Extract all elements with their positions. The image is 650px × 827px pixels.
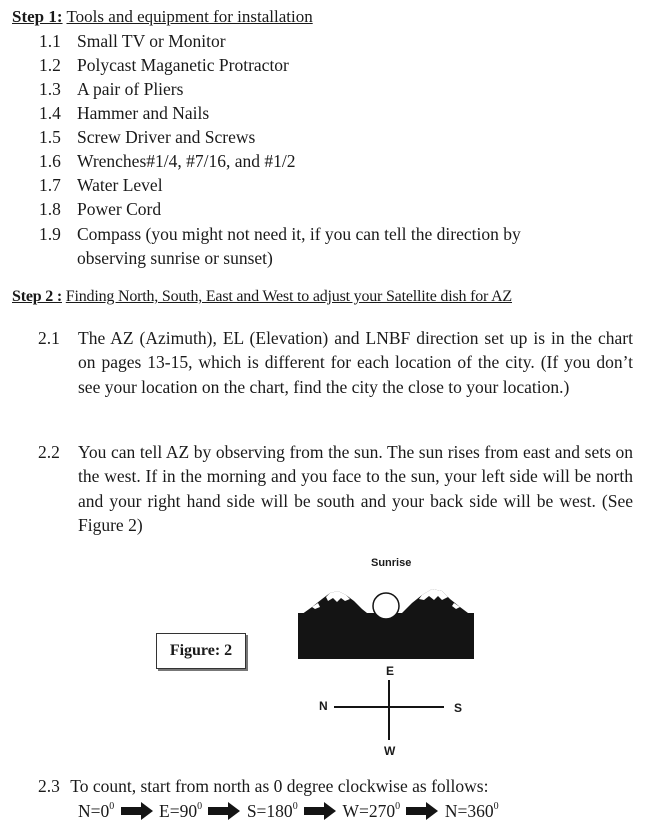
compass-south-label: S: [454, 701, 463, 715]
degree-north-start: $N=0^0$: [78, 800, 115, 822]
paragraph-2-1: 2.1 The AZ (Azimuth), EL (Elevation) and LNBF direction set up is in the chart on pages 13-15, which is different for each location of the city. (If you don’t see your location on the chart, find the city the close to your location.): [38, 328, 633, 397]
figure-caption: Figure: 2: [156, 633, 246, 669]
mountain-sunrise-illustration: [298, 583, 474, 659]
step2-lead: Step 2 :: [12, 288, 62, 305]
arrow-right-icon: [406, 802, 438, 820]
arrow-right-icon: [121, 802, 153, 820]
degree-west: $W=270^0$: [342, 800, 401, 822]
compass-east-label: E: [386, 664, 395, 678]
sunrise-label: Sunrise: [371, 557, 412, 569]
step2-title: Finding North, South, East and West to adjust your Satellite dish for AZ: [65, 288, 512, 305]
sun-icon: [373, 593, 399, 619]
list-item-continuation: observing sunrise or sunset): [77, 248, 273, 268]
compass-north-label: N: [319, 699, 328, 713]
degree-east: $E=90^0$: [159, 800, 203, 822]
arrow-right-icon: [208, 802, 240, 820]
step1-lead: Step 1:: [12, 7, 63, 26]
step1-title: Tools and equipment for installation: [66, 7, 313, 26]
degree-north-end: $N=360^0$: [444, 800, 499, 822]
degree-south: $S=180^0$: [246, 800, 298, 822]
count-instruction: 2.3 To count, start from north as 0 degree clockwise as follows:: [38, 776, 489, 796]
paragraph-2-2: 2.2 You can tell AZ by observing from the sun. The sun rises from east and sets on the west. If in the morning and you face to the sun, your left side will be north and your right hand side will be south and your back side will be west. (See Figure 2): [38, 442, 633, 535]
step2-heading: [12, 288, 512, 306]
degree-sequence: [78, 799, 499, 822]
arrow-right-icon: [304, 802, 336, 820]
compass-west-label: W: [384, 744, 396, 758]
step1-heading: [12, 7, 313, 27]
compass-cross: [334, 680, 444, 740]
